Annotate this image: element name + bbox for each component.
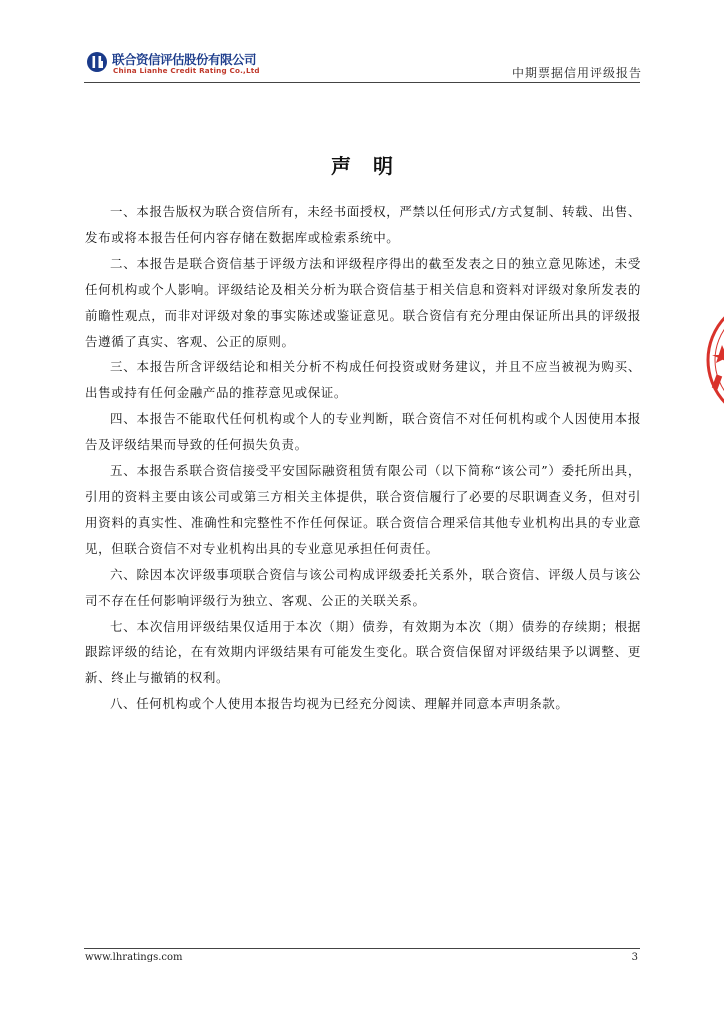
declaration-paragraph-8: 八、任何机构或个人使用本报告均视为已经充分阅读、理解并同意本声明条款。: [110, 696, 569, 712]
declaration-paragraph-6: 六、除因本次评级事项联合资信与该公司构成评级委托关系外，联合资信、评级人员与该公司不存在任何影响评级行为独立、客观、公正的关联关系。: [85, 566, 641, 608]
footer-website-link[interactable]: www.lhratings.com: [85, 952, 183, 963]
declaration-paragraph-7: 七、本次信用评级结果仅适用于本次（期）债券，有效期为本次（期）债券的存续期；根据跟踪评级的结论，在有效期内评级结果有可能发生变化。联合资信保留对评级结果予以调整、更新、终止与撤销的权利。: [85, 618, 641, 686]
company-name-cn: 联合资信评估股份有限公司: [112, 52, 257, 67]
footer-divider: [84, 948, 640, 949]
declaration-paragraph-5: 五、本报告系联合资信接受平安国际融资租赁有限公司（以下简称“该公司”）委托所出具，引用的资料主要由该公司或第三方相关主体提供，联合资信履行了必要的尽职调查义务，但对引用资料的真实性、准确性和完整性不作任何保证。联合资信合理采信其他专业机构出具的专业意见，但联合资信不对专业机构出具的专业意见承担任何责任。: [85, 463, 641, 556]
header-divider: [84, 82, 640, 83]
seal-stamp-icon: [700, 285, 724, 435]
page-title: 声明: [331, 154, 415, 178]
declaration-paragraph-3: 三、本报告所含评级结论和相关分析不构成任何投资或财务建议，并且不应当被视为购买、出售或持有任何金融产品的推荐意见或保证。: [85, 359, 641, 401]
declaration-paragraph-2: 二、本报告是联合资信基于评级方法和评级程序得出的截至发表之日的独立意见陈述，未受任何机构或个人影响。评级结论及相关分析为联合资信基于相关信息和资料对评级对象所发表的前瞻性观点，而非对评级对象的事实陈述或鉴证意见。联合资信有充分理由保证所出具的评级报告遵循了真实、客观、公正的原则。: [85, 255, 641, 349]
page-number: 3: [631, 952, 638, 963]
company-logo-icon: [86, 51, 108, 73]
report-type: 中期票据信用评级报告: [511, 66, 642, 80]
declaration-paragraph-4: 四、本报告不能取代任何机构或个人的专业判断，联合资信不对任何机构或个人因使用本报告及评级结果而导致的任何损失负责。: [85, 411, 641, 453]
page-header: [0, 0, 724, 80]
declaration-body: [85, 199, 641, 717]
company-name-en: China Lianhe Credit Rating Co.,Ltd: [113, 66, 260, 75]
declaration-paragraph-1: 一、本报告版权为联合资信所有，未经书面授权，严禁以任何形式/方式复制、转载、出售、发布或将本报告任何内容存储在数据库或检索系统中。: [85, 204, 641, 245]
